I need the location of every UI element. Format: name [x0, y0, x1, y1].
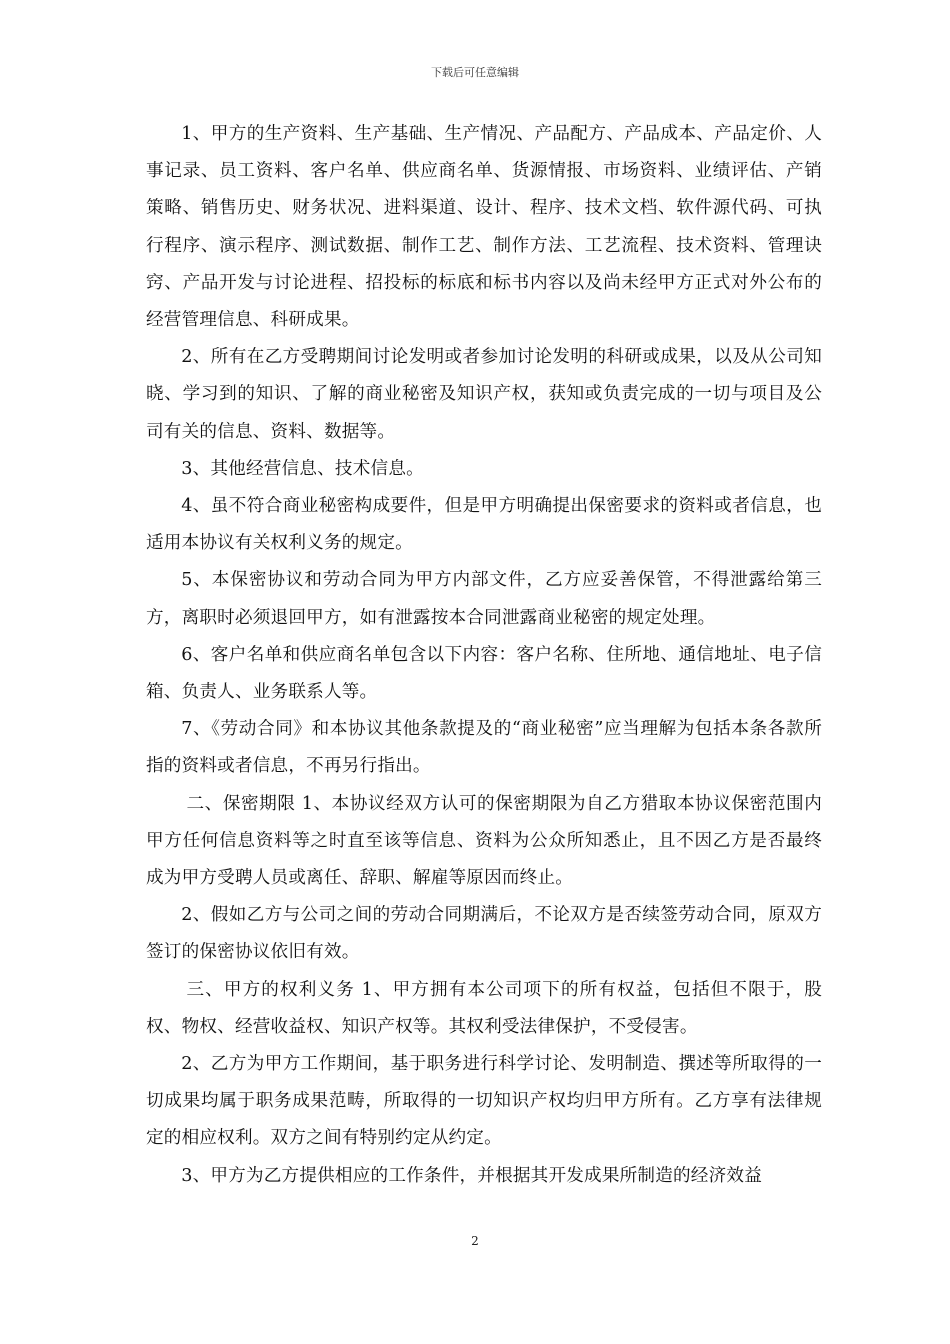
paragraph-period-clause-2: 2、假如乙方与公司之间的劳动合同期满后，不论双方是否续签劳动合同，原双方签订的保密协议依旧有效。	[146, 905, 822, 963]
page-number: 2	[471, 1234, 479, 1248]
paragraph-clause-2: 2、所有在乙方受聘期间讨论发明或者参加讨论发明的科研或成果，以及从公司知晓、学习到的知识、了解的商业秘密及知识产权，获知或负责完成的一切与项目及公司有关的信息、资料、数据等。	[146, 347, 822, 442]
paragraph-clause-1: 1、甲方的生产资料、生产基础、生产情况、产品配方、产品成本、产品定价、人事记录、员工资料、客户名单、供应商名单、货源情报、市场资料、业绩评估、产销策略、销售历史、财务状况、进料渠道、设计、程序、技术文档、软件源代码、可执行程序、演示程序、测试数据、制作工艺、制作方法、工艺流程、技术资料、管理诀窍、产品开发与讨论进程、招投标的标底和标书内容以及尚未经甲方正式对外公布的经营管理信息、科研成果。	[146, 124, 822, 331]
paragraph-clause-6: 6、客户名单和供应商名单包含以下内容：客户名称、住所地、通信地址、电子信箱、负责人、业务联系人等。	[146, 644, 822, 703]
paragraph-clause-7: 7、《劳动合同》和本协议其他条款提及的“商业秘密”应当理解为包括本条各款所指的资料或者信息，不再另行指出。	[146, 719, 822, 777]
paragraph-clause-4: 4、虽不符合商业秘密构成要件，但是甲方明确提出保密要求的资料或者信息，也适用本协议有关权利义务的规定。	[146, 496, 822, 554]
paragraph-clause-3: 3、其他经营信息、技术信息。	[181, 458, 424, 479]
paragraph-section-confidentiality-period: 二、保密期限 1、本协议经双方认可的保密期限为自乙方猎取本协议保密范围内甲方任何信息资料等之时直至该等信息、资料为公众所知悉止，且不因乙方是否最终成为甲方受聘人员或离任、辞职、解雇等原因而终止。	[146, 793, 822, 889]
paragraph-rights-clause-3: 3、甲方为乙方提供相应的工作条件，并根据其开发成果所制造的经济效益	[181, 1165, 762, 1186]
document-body	[146, 116, 822, 1195]
page-header: 下载后可任意编辑	[431, 66, 519, 79]
paragraph-rights-clause-2: 2、乙方为甲方工作期间，基于职务进行科学讨论、发明制造、撰述等所取得的一切成果均属于职务成果范畴，所取得的一切知识产权均归甲方所有。乙方享有法律规定的相应权利。双方之间有特别约定从约定。	[146, 1054, 822, 1149]
paragraph-clause-5: 5、本保密协议和劳动合同为甲方内部文件，乙方应妥善保管，不得泄露给第三方，离职时必须退回甲方，如有泄露按本合同泄露商业秘密的规定处理。	[146, 570, 822, 628]
paragraph-section-party-a-rights: 三、甲方的权利义务 1、甲方拥有本公司项下的所有权益，包括但不限于，股权、物权、经营收益权、知识产权等。其权利受法律保护，不受侵害。	[146, 979, 822, 1037]
